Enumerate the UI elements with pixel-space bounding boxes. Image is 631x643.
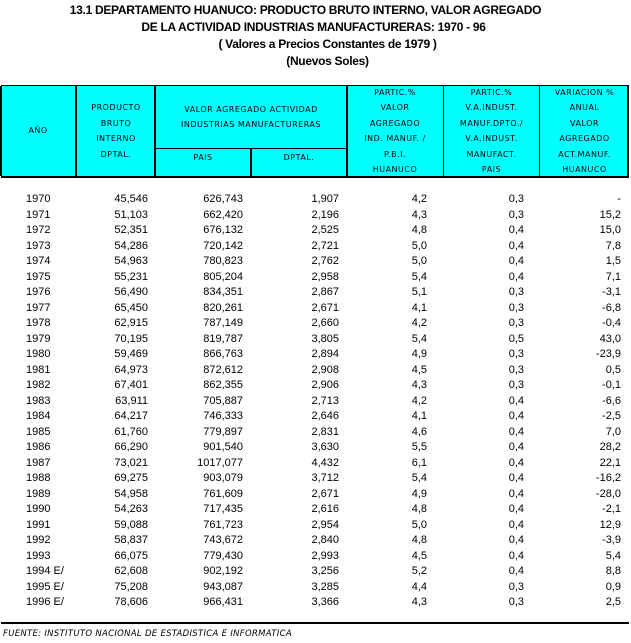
cell-partic-pbi: 4,8 — [411, 503, 427, 515]
table-row — [0, 286, 631, 302]
cell-va-dptal: 2,958 — [311, 270, 339, 283]
cell-variacion: 43,0 — [599, 332, 621, 345]
header-partic-pbi-line: VALOR — [380, 103, 410, 112]
cell-va-dptal: 2,908 — [311, 363, 339, 376]
cell-partic-pais: 0,4 — [508, 472, 524, 484]
header-partic-pbi — [348, 86, 442, 176]
cell-variacion: 7,0 — [605, 425, 621, 438]
cell-pbi-dptal: 65,450 — [114, 301, 148, 314]
header-dptal — [252, 149, 346, 176]
cell-va-pais: 676,132 — [203, 224, 243, 236]
cell-variacion: 15,2 — [599, 208, 621, 221]
cell-partic-pais: 0,4 — [508, 239, 524, 252]
header-variacion — [540, 86, 629, 176]
cell-va-pais: 761,609 — [203, 487, 243, 500]
cell-variacion: - — [617, 193, 621, 205]
cell-year: 1993 — [26, 549, 51, 562]
cell-partic-pais: 0,4 — [508, 425, 524, 438]
cell-pbi-dptal: 56,490 — [114, 286, 148, 298]
header-pbi-line: DPTAL. — [100, 149, 132, 159]
cell-va-pais: 779,430 — [203, 549, 243, 562]
cell-partic-pbi: 5,2 — [411, 565, 427, 577]
cell-pbi-dptal: 45,546 — [114, 193, 148, 205]
table-row — [0, 550, 631, 566]
header-variacion-line: VALOR — [570, 118, 599, 128]
cell-variacion: 2,5 — [605, 596, 621, 608]
cell-variacion: 8,8 — [605, 565, 621, 577]
table-row — [0, 333, 631, 349]
header-variacion-line: VARIACION % — [554, 87, 615, 97]
cell-pbi-dptal: 69,275 — [114, 472, 148, 484]
cell-partic-pbi: 5,0 — [411, 255, 427, 267]
cell-year: 1977 — [26, 301, 51, 314]
cell-pbi-dptal: 58,837 — [114, 534, 148, 546]
cell-variacion: -2,1 — [602, 503, 621, 515]
cell-variacion: 7,8 — [605, 239, 621, 252]
cell-va-dptal: 3,256 — [311, 565, 339, 577]
cell-variacion: -6,8 — [602, 301, 621, 314]
cell-pbi-dptal: 54,958 — [114, 487, 148, 500]
cell-va-dptal: 2,713 — [311, 394, 339, 407]
cell-partic-pbi: 4,3 — [411, 208, 427, 221]
cell-partic-pbi: 4,5 — [411, 363, 427, 376]
cell-year: 1975 — [26, 270, 51, 283]
header-partic-pbi-line: P.B.I. — [383, 149, 407, 159]
cell-pbi-dptal: 66,290 — [114, 441, 148, 453]
cell-year: 1976 — [26, 286, 51, 298]
cell-year: 1992 — [26, 534, 51, 546]
cell-variacion: 12,9 — [599, 518, 621, 531]
cell-va-pais: 903,079 — [203, 472, 243, 484]
cell-variacion: 7,1 — [605, 270, 621, 283]
cell-va-pais: 819,787 — [203, 332, 243, 345]
cell-va-dptal: 2,867 — [311, 286, 339, 298]
cell-year: 1971 — [26, 208, 51, 221]
table-subtitle-units: ( Valores a Precios Constantes de 1979 ) — [218, 37, 437, 51]
cell-va-pais: 820,261 — [203, 301, 243, 314]
cell-va-pais: 720,142 — [203, 239, 243, 252]
header-partic-pais — [444, 86, 539, 176]
cell-va-pais: 779,897 — [203, 425, 243, 438]
cell-partic-pbi: 4,6 — [411, 425, 427, 438]
header-partic-pais-line: PARTIC.% — [470, 87, 513, 97]
table-row — [0, 581, 631, 597]
cell-pbi-dptal: 75,208 — [114, 580, 148, 593]
cell-va-dptal: 2,993 — [311, 549, 339, 562]
cell-partic-pais: 0,4 — [508, 255, 524, 267]
cell-partic-pbi: 4,9 — [411, 348, 427, 360]
cell-variacion: -0,1 — [602, 379, 621, 391]
cell-partic-pais: 0,4 — [508, 503, 524, 515]
cell-year: 1970 — [26, 193, 51, 205]
cell-va-dptal: 2,906 — [311, 379, 339, 391]
header-pbi — [77, 86, 155, 176]
cell-variacion: -3,9 — [602, 534, 621, 546]
header-pbi-line: PRODUCTO — [91, 103, 141, 112]
header-group-line: INDUSTRIAS MANUFACTURERAS — [181, 120, 321, 129]
header-pais-label: PAIS — [193, 153, 213, 162]
cell-variacion: -23,9 — [595, 348, 621, 360]
cell-pbi-dptal: 51,103 — [114, 208, 148, 221]
table-row — [0, 364, 631, 380]
cell-partic-pais: 0,3 — [508, 193, 524, 205]
cell-pbi-dptal: 55,231 — [114, 270, 148, 283]
header-partic-pbi-line: IND. MANUF. / — [364, 134, 426, 143]
cell-va-dptal: 3,712 — [311, 472, 339, 484]
cell-partic-pais: 0,4 — [508, 410, 524, 422]
cell-variacion: 15,0 — [599, 224, 621, 236]
cell-partic-pais: 0,4 — [508, 270, 524, 283]
table-row — [0, 193, 631, 209]
cell-partic-pais: 0,3 — [508, 379, 524, 391]
cell-va-dptal: 2,894 — [311, 348, 339, 360]
cell-year: 1983 — [26, 394, 51, 407]
cell-va-pais: 761,723 — [203, 518, 243, 531]
cell-partic-pbi: 5,5 — [411, 441, 427, 453]
cell-partic-pais: 0,4 — [508, 456, 524, 469]
cell-va-dptal: 2,954 — [311, 518, 339, 531]
cell-partic-pbi: 4,4 — [411, 580, 427, 593]
header-dptal-label: DPTAL. — [283, 153, 315, 162]
table-left-border — [0, 86, 2, 176]
cell-partic-pais: 0,4 — [508, 487, 524, 500]
cell-partic-pbi: 4,1 — [411, 410, 427, 422]
cell-va-dptal: 3,630 — [311, 441, 339, 453]
cell-pbi-dptal: 78,606 — [114, 596, 148, 608]
cell-va-pais: 902,192 — [203, 565, 243, 577]
table-row — [0, 209, 631, 225]
table-row — [0, 255, 631, 271]
cell-va-dptal: 2,196 — [311, 208, 339, 221]
cell-va-pais: 717,435 — [203, 503, 243, 515]
cell-va-dptal: 2,616 — [311, 503, 339, 515]
cell-va-pais: 1017,077 — [197, 456, 243, 469]
cell-year: 1979 — [26, 332, 51, 345]
cell-pbi-dptal: 52,351 — [114, 224, 148, 236]
cell-va-pais: 966,431 — [203, 596, 243, 608]
header-pbi-line: INTERNO — [96, 134, 136, 143]
cell-pbi-dptal: 66,075 — [114, 549, 148, 562]
cell-pbi-dptal: 62,915 — [114, 317, 148, 329]
cell-pbi-dptal: 73,021 — [114, 456, 148, 469]
cell-year: 1996 E/ — [26, 596, 64, 608]
header-pbi-line: BRUTO — [100, 118, 132, 128]
header-pais — [156, 149, 250, 176]
cell-partic-pbi: 4,9 — [411, 487, 427, 500]
cell-va-dptal: 2,671 — [311, 487, 339, 500]
cell-va-dptal: 3,805 — [311, 332, 339, 345]
cell-variacion: -2,5 — [602, 410, 621, 422]
cell-partic-pbi: 5,0 — [411, 239, 427, 252]
cell-partic-pais: 0,3 — [508, 317, 524, 329]
cell-pbi-dptal: 64,973 — [114, 363, 148, 376]
cell-va-pais: 866,763 — [203, 348, 243, 360]
table-row — [0, 596, 631, 612]
cell-pbi-dptal: 64,217 — [114, 410, 148, 422]
cell-partic-pbi: 4,3 — [411, 379, 427, 391]
cell-partic-pais: 0,4 — [508, 534, 524, 546]
cell-partic-pbi: 4,2 — [411, 394, 427, 407]
cell-year: 1989 — [26, 487, 51, 500]
table-row — [0, 534, 631, 550]
table-row — [0, 441, 631, 457]
cell-va-dptal: 2,525 — [311, 224, 339, 236]
cell-year: 1991 — [26, 518, 51, 531]
cell-variacion: 28,2 — [599, 441, 621, 453]
table-row — [0, 426, 631, 442]
cell-va-pais: 901,540 — [203, 441, 243, 453]
cell-partic-pbi: 5,4 — [411, 472, 427, 484]
cell-pbi-dptal: 54,286 — [114, 239, 148, 252]
cell-pbi-dptal: 70,195 — [114, 332, 148, 345]
cell-variacion: 5,4 — [605, 549, 621, 562]
header-partic-pais-line: MANUF.DPTO./ — [459, 118, 524, 128]
cell-year: 1972 — [26, 224, 51, 236]
cell-partic-pais: 0,4 — [508, 565, 524, 577]
cell-partic-pais: 0,5 — [508, 332, 524, 345]
cell-partic-pais: 0,4 — [508, 441, 524, 453]
cell-va-pais: 872,612 — [203, 363, 243, 376]
table-row — [0, 271, 631, 287]
table-title-line-2: DE LA ACTIVIDAD INDUSTRIAS MANUFACTURERAS: 1970 - 96 — [141, 20, 486, 34]
header-partic-pais-line: MANUFACT. — [466, 149, 517, 159]
header-variacion-line: AGREGADO — [559, 134, 610, 143]
table-header — [1, 85, 629, 178]
cell-partic-pais: 0,4 — [508, 394, 524, 407]
cell-va-dptal: 3,285 — [311, 580, 339, 593]
cell-partic-pbi: 4,3 — [411, 596, 427, 608]
cell-year: 1978 — [26, 317, 51, 329]
cell-partic-pbi: 5,4 — [411, 270, 427, 283]
cell-va-dptal: 2,660 — [311, 317, 339, 329]
cell-va-pais: 746,333 — [203, 410, 243, 422]
cell-year: 1982 — [26, 379, 51, 391]
cell-partic-pais: 0,4 — [508, 518, 524, 531]
header-valor-agregado-group — [156, 86, 346, 148]
cell-partic-pbi: 5,4 — [411, 332, 427, 345]
source-footnote: FUENTE: INSTITUTO NACIONAL DE ESTADISTICA E INFORMATICA — [3, 629, 292, 639]
table-row — [0, 472, 631, 488]
cell-variacion: -3,1 — [602, 286, 621, 298]
table-row — [0, 565, 631, 581]
header-year — [1, 86, 75, 176]
cell-va-pais: 943,087 — [203, 580, 243, 593]
header-partic-pais-line: V.A.INDUST. — [465, 134, 518, 143]
table-title-line-1: 13.1 DEPARTAMENTO HUANUCO: PRODUCTO BRUTO INTERNO, VALOR AGREGADO — [69, 3, 542, 17]
table-subtitle-currency: (Nuevos Soles) — [286, 54, 369, 68]
cell-partic-pbi: 6,1 — [411, 456, 427, 469]
header-partic-pbi-line: AGREGADO — [369, 118, 421, 128]
header-variacion-line: HUANUCO — [562, 165, 607, 174]
header-partic-pbi-line: PARTIC.% — [374, 87, 416, 97]
table-row — [0, 410, 631, 426]
header-variacion-line: ACT.MANUF. — [558, 149, 611, 159]
cell-partic-pbi: 4,2 — [411, 193, 427, 205]
cell-year: 1974 — [26, 255, 51, 267]
header-year-label: AÑO — [28, 126, 48, 136]
cell-va-dptal: 2,721 — [311, 239, 339, 252]
cell-va-dptal: 2,762 — [311, 255, 339, 267]
cell-year: 1990 — [26, 503, 51, 515]
cell-partic-pbi: 5,0 — [411, 518, 427, 531]
cell-year: 1980 — [26, 348, 51, 360]
table-right-border — [627, 86, 629, 176]
cell-va-dptal: 2,671 — [311, 301, 339, 314]
table-bottom-rule — [1, 622, 629, 624]
cell-va-pais: 662,420 — [203, 208, 243, 221]
cell-year: 1994 E/ — [26, 565, 64, 577]
cell-variacion: 0,9 — [605, 580, 621, 593]
cell-va-pais: 862,355 — [203, 379, 243, 391]
cell-variacion: 0,5 — [605, 363, 621, 376]
cell-partic-pbi: 4,1 — [411, 301, 427, 314]
header-partic-pais-line: PAIS — [481, 165, 502, 174]
cell-partic-pbi: 4,5 — [411, 549, 427, 562]
cell-va-dptal: 2,840 — [311, 534, 339, 546]
cell-partic-pais: 0,3 — [508, 363, 524, 376]
cell-year: 1985 — [26, 425, 51, 438]
cell-year: 1973 — [26, 239, 51, 252]
cell-va-pais: 743,672 — [203, 534, 243, 546]
cell-year: 1987 — [26, 456, 51, 469]
cell-partic-pais: 0,3 — [508, 301, 524, 314]
header-variacion-line: ANUAL — [569, 103, 600, 112]
cell-year: 1986 — [26, 441, 51, 453]
cell-variacion: -6,6 — [602, 394, 621, 407]
cell-va-dptal: 4,432 — [311, 456, 339, 469]
cell-variacion: -16,2 — [595, 472, 621, 484]
table-row — [0, 348, 631, 364]
cell-partic-pbi: 4,2 — [411, 317, 427, 329]
table-row — [0, 317, 631, 333]
cell-va-pais: 834,351 — [203, 286, 243, 298]
cell-partic-pais: 0,3 — [508, 348, 524, 360]
table-row — [0, 379, 631, 395]
cell-va-pais: 780,823 — [203, 255, 243, 267]
cell-partic-pbi: 4,8 — [411, 224, 427, 236]
cell-pbi-dptal: 59,469 — [114, 348, 148, 360]
cell-partic-pais: 0,4 — [508, 224, 524, 236]
cell-year: 1995 E/ — [26, 580, 64, 593]
cell-va-dptal: 2,831 — [311, 425, 339, 438]
cell-va-pais: 626,743 — [203, 193, 243, 205]
cell-partic-pais: 0,3 — [508, 286, 524, 298]
table-body — [0, 193, 631, 612]
cell-va-dptal: 3,366 — [311, 596, 339, 608]
cell-variacion: -0,4 — [602, 317, 621, 329]
cell-pbi-dptal: 54,263 — [114, 503, 148, 515]
cell-partic-pais: 0,3 — [508, 208, 524, 221]
cell-va-pais: 787,149 — [203, 317, 243, 329]
table-row — [0, 503, 631, 519]
cell-partic-pbi: 4,8 — [411, 534, 427, 546]
cell-partic-pais: 0,3 — [508, 580, 524, 593]
table-row — [0, 488, 631, 504]
cell-pbi-dptal: 62,608 — [114, 565, 148, 577]
table-row — [0, 519, 631, 535]
cell-pbi-dptal: 61,760 — [114, 425, 148, 438]
cell-pbi-dptal: 67,401 — [114, 379, 148, 391]
cell-va-dptal: 1,907 — [311, 193, 339, 205]
table-row — [0, 395, 631, 411]
cell-variacion: -28,0 — [595, 487, 621, 500]
header-partic-pbi-line: HUANUCO — [372, 165, 418, 174]
table-row — [0, 240, 631, 256]
cell-variacion: 22,1 — [599, 456, 621, 469]
table-row — [0, 224, 631, 240]
header-partic-pais-line: V.A.INDUST. — [465, 103, 518, 112]
cell-partic-pais: 0,4 — [508, 549, 524, 562]
cell-va-pais: 805,204 — [203, 270, 243, 283]
cell-va-dptal: 2,646 — [311, 410, 339, 422]
cell-year: 1984 — [26, 410, 51, 422]
cell-pbi-dptal: 54,963 — [114, 255, 148, 267]
cell-partic-pais: 0,3 — [508, 596, 524, 608]
header-group-line: VALOR AGREGADO ACTIVIDAD — [184, 104, 318, 114]
cell-year: 1988 — [26, 472, 51, 484]
cell-pbi-dptal: 59,088 — [114, 518, 148, 531]
cell-variacion: 1,5 — [605, 255, 621, 267]
cell-va-pais: 705,887 — [203, 394, 243, 407]
table-row — [0, 457, 631, 473]
cell-pbi-dptal: 63,911 — [115, 394, 148, 407]
table-row — [0, 302, 631, 318]
cell-year: 1981 — [26, 363, 51, 376]
cell-partic-pbi: 5,1 — [411, 286, 427, 298]
